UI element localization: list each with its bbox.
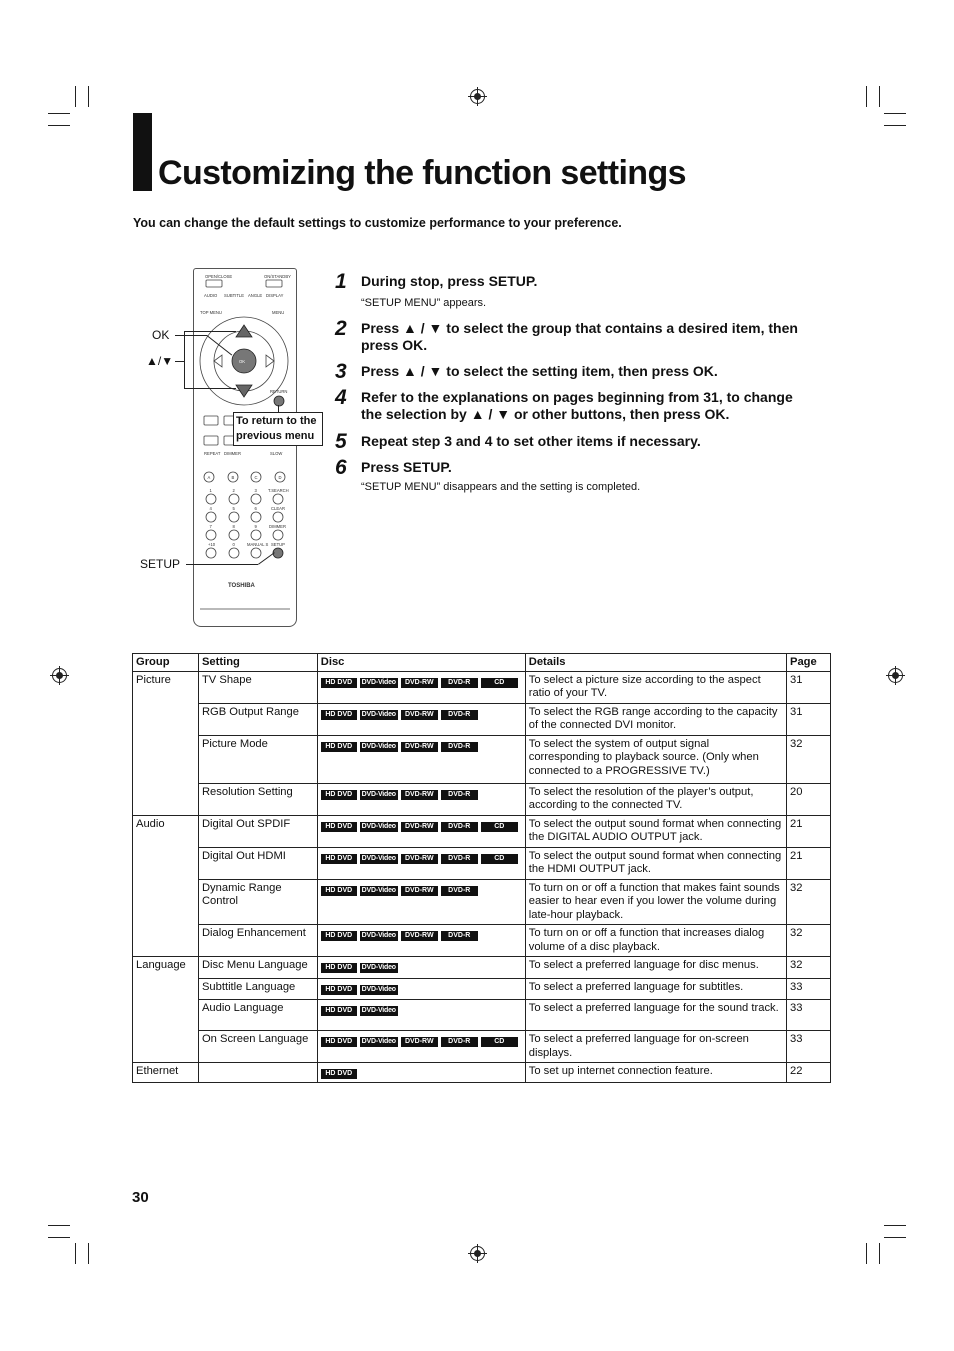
page-cell: 32: [787, 735, 831, 783]
disc-badge: DVD-RW: [401, 790, 438, 800]
group-cell: [133, 783, 199, 815]
disc-badge: HD DVD: [321, 742, 357, 752]
table-row: [133, 1063, 831, 1083]
group-cell: [133, 979, 199, 1000]
disc-badge: DVD-RW: [401, 822, 438, 832]
disc-cell: [317, 783, 525, 815]
disc-badge: DVD-R: [441, 742, 478, 752]
remote-label: 4: [209, 506, 212, 511]
details-cell: To select the RGB range according to the capacity of the connected DVI monitor.: [525, 703, 786, 735]
remote-label: SUBTITLE: [224, 293, 245, 298]
disc-badge: DVD-Video: [361, 854, 396, 862]
page-cell: 32: [787, 957, 831, 979]
disc-badge: DVD-Video: [361, 678, 396, 686]
setting-cell: Subttitle Language: [198, 979, 317, 1000]
page-cell: 31: [787, 671, 831, 703]
setting-cell: Disc Menu Language: [198, 957, 317, 979]
remote-label: 9: [254, 524, 257, 529]
remote-label: B: [231, 475, 235, 480]
disc-badge: DVD-Video: [361, 742, 396, 750]
remote-label: SLOW: [270, 451, 283, 456]
disc-badge: HD DVD: [321, 985, 357, 995]
group-cell: [133, 879, 199, 925]
disc-badge: DVD-Video: [361, 986, 396, 993]
disc-badge: HD DVD: [321, 963, 357, 973]
remote-control-drawing: [194, 269, 296, 626]
disc-badge: DVD-Video: [361, 932, 396, 939]
remote-label: 8: [232, 524, 235, 529]
remote-label: A: [207, 475, 211, 480]
setting-cell: [198, 1063, 317, 1083]
crop-mark: [75, 86, 76, 107]
disc-badge: DVD-R: [441, 886, 478, 896]
remote-label: 1: [209, 488, 212, 493]
disc-badge: HD DVD: [321, 822, 357, 832]
table-row: [133, 815, 831, 847]
group-cell: [133, 735, 199, 783]
step-number: 5: [335, 430, 347, 453]
disc-cell: [317, 925, 525, 957]
disc-badge: HD DVD: [321, 678, 357, 688]
header-disc: Disc: [317, 654, 525, 672]
arrows-leader-line: [175, 361, 184, 362]
remote-label: D: [278, 475, 282, 480]
step-note: “SETUP MENU” appears.: [361, 297, 487, 309]
group-cell: [133, 1000, 199, 1031]
return-callout-line: To return to the: [236, 415, 317, 427]
table-row: [133, 957, 831, 979]
disc-cell: [317, 703, 525, 735]
header-group: Group: [133, 654, 199, 672]
ok-leader-line: [175, 335, 207, 336]
group-cell: Picture: [133, 671, 199, 703]
disc-badge: CD: [481, 854, 518, 864]
disc-badge: DVD-R: [441, 1037, 478, 1047]
disc-badge: DVD-RW: [401, 678, 438, 688]
details-cell: To select a preferred language for the sound track.: [525, 1000, 786, 1031]
table-row: [133, 847, 831, 879]
group-cell: [133, 925, 199, 957]
disc-badge: HD DVD: [321, 1037, 357, 1047]
disc-badge: CD: [481, 1037, 518, 1047]
remote-label: SETUP: [271, 542, 285, 547]
arrows-leader-line: [184, 331, 185, 388]
setting-cell: On Screen Language: [198, 1031, 317, 1063]
table-row: [133, 671, 831, 703]
step-text: Refer to the explanations on pages beginning from 31, to change the selection by ▲ / ▼ or other buttons, then press OK.: [361, 389, 793, 422]
page-cell: 32: [787, 925, 831, 957]
crop-mark: [884, 1225, 906, 1226]
remote-label: ANGLE: [248, 293, 263, 298]
crop-mark: [48, 125, 70, 126]
disc-badge: DVD-R: [441, 678, 478, 688]
disc-cell: [317, 1031, 525, 1063]
group-cell: Language: [133, 957, 199, 979]
table-row: [133, 1000, 831, 1031]
crop-mark: [879, 1243, 880, 1264]
remote-label: T.SEARCH: [268, 488, 289, 493]
setting-cell: Digital Out SPDIF: [198, 815, 317, 847]
title-bar: [133, 113, 152, 191]
arrows-leader-line: [184, 388, 236, 389]
step-text: During stop, press SETUP.: [361, 273, 538, 289]
disc-badge: DVD-R: [441, 854, 478, 864]
disc-badge: HD DVD: [321, 931, 357, 941]
details-cell: To select a preferred language for disc menus.: [525, 957, 786, 979]
disc-cell: [317, 879, 525, 925]
page-cell: 22: [787, 1063, 831, 1083]
step-number: 1: [335, 270, 347, 293]
page-cell: 33: [787, 979, 831, 1000]
page-cell: 33: [787, 1031, 831, 1063]
page-number: 30: [132, 1189, 149, 1206]
page-cell: 21: [787, 815, 831, 847]
crop-mark: [75, 1243, 76, 1264]
registration-mark-icon: [470, 1246, 485, 1261]
table-row: [133, 783, 831, 815]
table-row: [133, 925, 831, 957]
page-cell: 31: [787, 703, 831, 735]
details-cell: To select the output sound format when connecting the DIGITAL AUDIO OUTPUT jack.: [525, 815, 786, 847]
disc-badge: DVD-RW: [401, 742, 438, 752]
remote-label: 5: [232, 506, 235, 511]
disc-badge: DVD-Video: [361, 1007, 396, 1014]
return-callout-line: previous menu: [236, 430, 315, 442]
step-text: Press SETUP.: [361, 459, 452, 475]
setting-cell: Digital Out HDMI: [198, 847, 317, 879]
details-cell: To turn on or off a function that makes faint sounds easier to hear even if you lower the volume during late-hour playback.: [525, 879, 786, 925]
remote-label: CLEAR: [271, 506, 285, 511]
disc-badge: DVD-Video: [361, 710, 396, 718]
remote-label: AUDIO: [204, 293, 218, 298]
disc-badge: DVD-RW: [401, 710, 438, 720]
remote-control-illustration: [193, 268, 297, 627]
disc-badge: DVD-Video: [361, 790, 396, 798]
remote-label: REPEAT: [204, 451, 221, 456]
setting-cell: Picture Mode: [198, 735, 317, 783]
setting-cell: Dialog Enhancement: [198, 925, 317, 957]
remote-label: +10: [208, 542, 216, 547]
disc-cell: [317, 671, 525, 703]
disc-cell: [317, 1063, 525, 1083]
page-cell: 32: [787, 879, 831, 925]
disc-badge: DVD-Video: [361, 964, 396, 971]
disc-badge: CD: [481, 822, 518, 832]
arrows-callout: ▲/▼: [146, 354, 174, 368]
crop-mark: [884, 113, 906, 114]
table-row: [133, 1031, 831, 1063]
remote-label: RETURN: [270, 389, 288, 394]
remote-label: MENU: [272, 310, 285, 315]
registration-mark-icon: [52, 668, 67, 683]
table-row: [133, 879, 831, 925]
disc-cell: [317, 735, 525, 783]
group-cell: Audio: [133, 815, 199, 847]
table-row: [133, 703, 831, 735]
table-header-row: [133, 654, 831, 672]
remote-label: 7: [209, 524, 212, 529]
disc-badge: DVD-R: [441, 790, 478, 800]
group-cell: [133, 703, 199, 735]
remote-label: DIMMER: [224, 451, 241, 456]
setting-cell: TV Shape: [198, 671, 317, 703]
step-text: Repeat step 3 and 4 to set other items if necessary.: [361, 433, 701, 449]
crop-mark: [48, 113, 70, 114]
header-setting: Setting: [198, 654, 317, 672]
header-page: Page: [787, 654, 831, 672]
disc-badge: HD DVD: [321, 710, 357, 720]
registration-mark-icon: [470, 89, 485, 104]
disc-badge: DVD-RW: [401, 854, 438, 864]
group-cell: Ethernet: [133, 1063, 199, 1083]
disc-badge: DVD-Video: [361, 886, 396, 894]
page-title: Customizing the function settings: [158, 154, 686, 192]
disc-badge: DVD-RW: [401, 1037, 438, 1047]
remote-label: 2: [232, 488, 235, 493]
crop-mark: [884, 125, 906, 126]
table-row: [133, 979, 831, 1000]
disc-badge: HD DVD: [321, 854, 357, 864]
crop-mark: [879, 86, 880, 107]
step-number: 2: [335, 317, 347, 340]
details-cell: To select the output sound format when connecting the HDMI OUTPUT jack.: [525, 847, 786, 879]
crop-mark: [88, 1243, 89, 1264]
remote-label: 0: [232, 542, 235, 547]
disc-badge: HD DVD: [321, 790, 357, 800]
remote-label: DIMMER: [269, 524, 286, 529]
setting-cell: RGB Output Range: [198, 703, 317, 735]
step-note: “SETUP MENU” disappears and the setting is completed.: [361, 481, 641, 493]
page-cell: 20: [787, 783, 831, 815]
disc-badge: HD DVD: [321, 1069, 357, 1079]
ok-callout: OK: [152, 328, 170, 342]
details-cell: To select the system of output signal corresponding to playback source. (Only when connected to a PROGRESSIVE TV.): [525, 735, 786, 783]
crop-mark: [48, 1237, 70, 1238]
disc-badge: DVD-Video: [361, 822, 396, 830]
remote-label: OPEN/CLOSE: [205, 274, 233, 279]
crop-mark: [884, 1237, 906, 1238]
setup-leader-line: [186, 564, 258, 565]
registration-mark-icon: [888, 668, 903, 683]
disc-cell: [317, 815, 525, 847]
group-cell: [133, 847, 199, 879]
setting-cell: Dynamic Range Control: [198, 879, 317, 925]
settings-table: [132, 653, 831, 1083]
details-cell: To turn on or off a function that increases dialog volume of a disc playback.: [525, 925, 786, 957]
disc-cell: [317, 1000, 525, 1031]
disc-badge: HD DVD: [321, 1006, 357, 1016]
crop-mark: [866, 1243, 867, 1264]
remote-label: C: [254, 475, 258, 480]
disc-cell: [317, 957, 525, 979]
remote-label: OK: [239, 359, 246, 364]
remote-brand-logo: TOSHIBA: [228, 583, 255, 589]
disc-badge: DVD-R: [441, 710, 478, 720]
details-cell: To select a preferred language for subtitles.: [525, 979, 786, 1000]
disc-badge: DVD-Video: [361, 1038, 396, 1045]
crop-mark: [88, 86, 89, 107]
step-text: Press ▲ / ▼ to select the group that contains a desired item, then press OK.: [361, 320, 798, 353]
intro-text: You can change the default settings to customize performance to your preference.: [133, 216, 622, 230]
disc-badge: DVD-RW: [401, 931, 438, 941]
disc-badge: CD: [481, 678, 518, 688]
disc-badge: DVD-R: [441, 931, 478, 941]
header-details: Details: [525, 654, 786, 672]
page-cell: 33: [787, 1000, 831, 1031]
step-number: 3: [335, 360, 347, 383]
details-cell: To select a preferred language for on-screen displays.: [525, 1031, 786, 1063]
setup-callout: SETUP: [140, 557, 181, 571]
disc-cell: [317, 847, 525, 879]
return-callout: [233, 412, 323, 446]
crop-mark: [866, 86, 867, 107]
remote-label: TOP MENU: [200, 310, 222, 315]
page-cell: 21: [787, 847, 831, 879]
setting-cell: Resolution Setting: [198, 783, 317, 815]
remote-label: 6: [254, 506, 257, 511]
remote-label: ON/STANDBY: [264, 274, 291, 279]
disc-badge: DVD-RW: [401, 886, 438, 896]
step-number: 6: [335, 456, 347, 479]
group-cell: [133, 1031, 199, 1063]
details-cell: To set up internet connection feature.: [525, 1063, 786, 1083]
disc-badge: DVD-R: [441, 822, 478, 832]
step-text: Press ▲ / ▼ to select the setting item, then press OK.: [361, 363, 718, 379]
remote-label: MANUAL S: [247, 542, 269, 547]
disc-cell: [317, 979, 525, 1000]
details-cell: To select the resolution of the player’s output, according to the connected TV.: [525, 783, 786, 815]
remote-label: DISPLAY: [266, 293, 284, 298]
remote-label: 3: [254, 488, 257, 493]
arrows-leader-line: [184, 331, 236, 332]
crop-mark: [48, 1225, 70, 1226]
disc-badge: HD DVD: [321, 886, 357, 896]
setting-cell: Audio Language: [198, 1000, 317, 1031]
step-number: 4: [335, 386, 347, 409]
table-row: [133, 735, 831, 783]
details-cell: To select a picture size according to the aspect ratio of your TV.: [525, 671, 786, 703]
